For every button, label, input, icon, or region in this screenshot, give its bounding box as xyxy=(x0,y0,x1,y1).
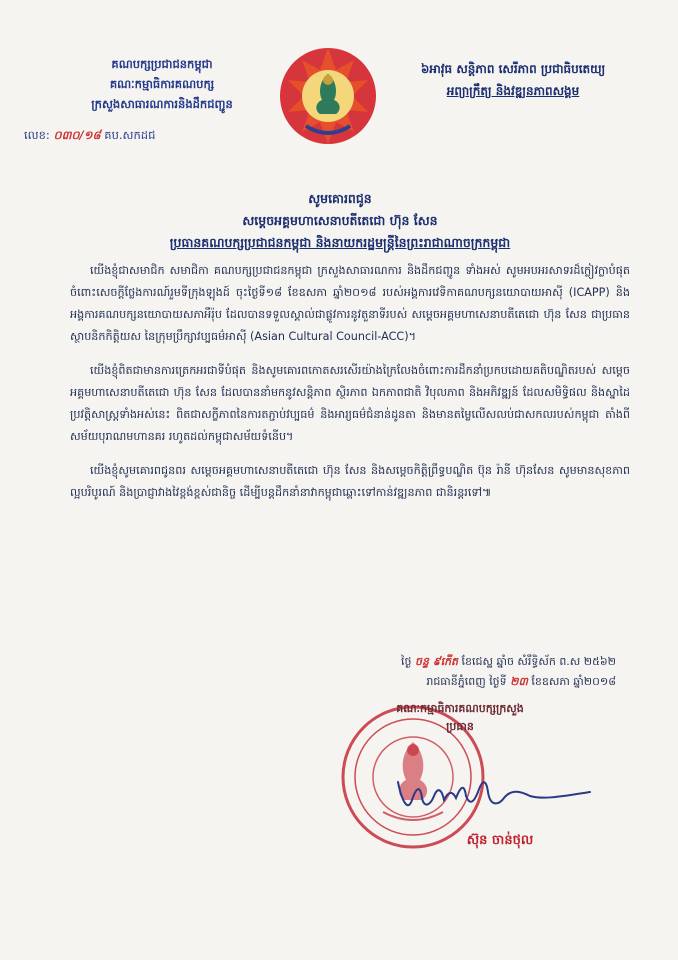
lunar-date xyxy=(256,652,616,672)
issuing-organization xyxy=(46,54,278,114)
reference-number xyxy=(24,128,155,145)
letter-title xyxy=(30,188,650,254)
motto-line-1: ៦អាវុធ សន្តិភាព សេរីភាព ប្រជាធិបតេយ្យ xyxy=(420,62,606,76)
body-paragraph-1: យើងខ្ញុំជាសមាជិក សមាជិកា គណបក្សប្រជាជនកម្ពុជា ក្រសួងសាធារណការ និងដឹកជញ្ជូន ទាំងអស់ សូមអបអរសាទរដ៏ក្លៀវក្លាបំផុត ចំពោះសេចក្តីថ្លែងការណ៍រួមទីក្រុងឡុងដ៍ ចុះថ្ងៃទី១៨ ខែឧសភា ឆ្នាំ២០១៨ របស់អង្គការវេទិកាគណបក្សនយោបាយអាស៊ី (ICAPP) និងអង្គការគណបក្សនយោបាយសភាអឺរ៉ុប ដែលបានទទួលស្គាល់ជាផ្លូវការនូវតួនាទីរបស់ សម្តេចអគ្គមហាសេនាបតីតេជោ ហ៊ុន សែន ជាប្រធានស្ថាបនិកកិត្តិយស នៃក្រុមប្រឹក្សាវប្បធម៌អាស៊ី (Asian Cultural Council-ACC)។ xyxy=(70,264,630,343)
org-line-1: គណបក្សប្រជាជនកម្ពុជា xyxy=(111,57,213,71)
letter-body xyxy=(70,260,630,516)
lunar-day-handwritten: ចន្ទ ៩កើត xyxy=(415,655,459,668)
signature-org-name: គណៈកម្មាធិការគណបក្សក្រសួង xyxy=(396,702,524,715)
title-line-1: សូមគោរពជូន xyxy=(308,191,372,206)
title-line-2: សម្តេចអគ្គមហាសេនាបតីតេជោ ហ៊ុន សែន xyxy=(242,213,438,228)
handwritten-signature-icon xyxy=(394,762,594,822)
signature-role: ប្រធាន xyxy=(446,720,474,733)
reference-label: លេខ: xyxy=(24,128,50,142)
org-line-2: គណៈកម្មាធិការគណបក្ស xyxy=(109,77,215,91)
lunar-date-rest: ខែជេស្ឋ ឆ្នាំច សំរឹទ្ធិស័ក ព.ស ២៥៦២ xyxy=(461,655,616,668)
lunar-day-label: ថ្ងៃ xyxy=(401,655,412,668)
reference-suffix: គប.សកដជ xyxy=(104,128,156,142)
day-number-handwritten: ២៣ xyxy=(510,675,528,688)
signature-organization xyxy=(350,700,570,736)
body-paragraph-2: យើងខ្ញុំពិតជាមានការត្រេកអរជាទីបំផុត និងសូមគោរពកោតសរសើរយ៉ាងក្រៃលែងចំពោះការដឹកនាំប្រកបដោយគតិបណ្ឌិតរបស់ សម្តេចអគ្គមហាសេនាបតីតេជោ ហ៊ុន សែន ដែលបាននាំមកនូវសន្តិភាព ស្ថិរភាព ឯកភាពជាតិ វិបុលភាព និងអភិវឌ្ឍន៍ ដែលសមិទ្ធិផល និងស្នាដៃប្រវត្តិសាស្ត្រទាំងអស់នេះ ពិតជាសក្ខីភាពនៃការតភ្ជាប់វប្បធម៌ និងអារ្យធម៌ជំនាន់ដូនតា និងមានតម្លៃលើសលប់ជាសកលរបស់កម្ពុជា តាំងពីសម័យបុរាណមហានគរ រហូតដល់កម្ពុជាសម័យទំនើប។ xyxy=(70,364,630,443)
place-label: រាជធានីភ្នំពេញ ថ្ងៃទី xyxy=(426,675,507,688)
solar-date xyxy=(256,672,616,692)
org-line-3: ក្រសួងសាធារណការនិងដឹកជញ្ជូន xyxy=(91,97,233,111)
party-logo-icon xyxy=(276,40,380,150)
signer-name: ស៊ុន ចាន់ថុល xyxy=(466,833,534,848)
title-line-3: ប្រធានគណបក្សប្រជាជនកម្ពុជា និងនាយករដ្ឋមន្ត្រីនៃព្រះរាជាណាចក្រកម្ពុជា xyxy=(169,235,511,250)
reference-handwritten-number: ០៣០/១៨ xyxy=(53,128,101,142)
national-motto xyxy=(378,58,648,102)
motto-line-2: អព្យាក្រឹត្យ និងវឌ្ឍនភាពសង្គម xyxy=(446,84,580,98)
date-line xyxy=(256,652,616,692)
signature-block xyxy=(330,692,630,952)
month-year: ខែឧសភា ឆ្នាំ២០១៨ xyxy=(531,675,616,688)
body-paragraph-3: យើងខ្ញុំសូមគោរពជូនពរ សម្តេចអគ្គមហាសេនាបតីតេជោ ហ៊ុន សែន និងសម្តេចកិត្តិព្រឹទ្ធបណ្ឌិត ប៊ុន រ៉ានី ហ៊ុនសែន សូមមានសុខភាពល្អបរិបូរណ៍ និងប្រាជ្ញាវាងវៃខ្ពង់ខ្ពស់ជានិច្ច ដើម្បីបន្តដឹកនាំនាវាកម្ពុជាឆ្ពោះទៅកាន់វឌ្ឍនភាព ជានិរន្តរទៅ៕ xyxy=(70,464,630,499)
